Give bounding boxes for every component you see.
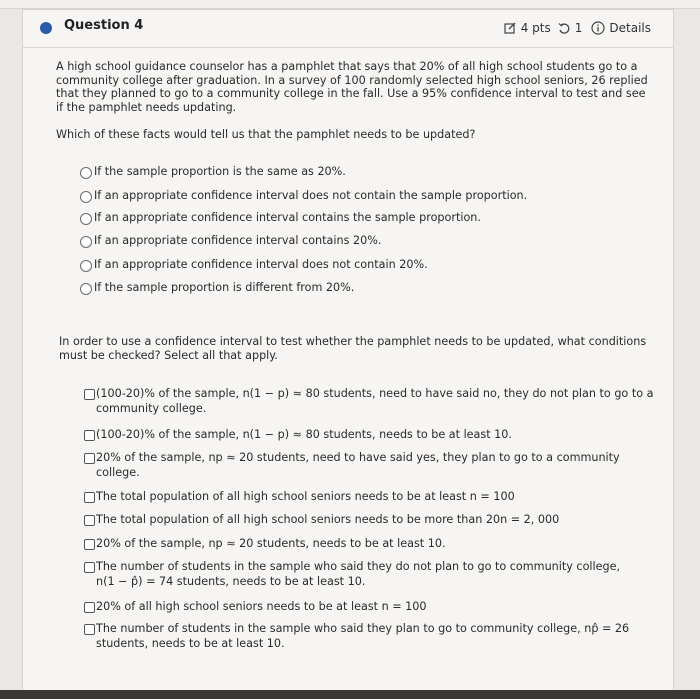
part2-option-line: The total population of all high school seniors needs to be at least n = 100 (96, 490, 515, 503)
details-link[interactable]: Details (609, 21, 651, 35)
part2-option-line: college. (96, 466, 140, 479)
part2-option-label-5[interactable] (96, 512, 656, 527)
part1-option-label-5[interactable]: If an appropriate confidence interval does not contain 20%. (94, 258, 428, 271)
part2-prompt: In order to use a confidence interval to test whether the pamphlet needs to be updated, what conditions must be checked? Select all that apply. (59, 335, 647, 362)
part2-option-line: 20% of all high school seniors needs to be at least n = 100 (96, 600, 427, 613)
question-intro: A high school guidance counselor has a pamphlet that says that 20% of all high school students go to a community college after graduation. In a survey of 100 randomly selected high school seniors, 26 replied that they planned to go to a community college in the fall. Use a 95% confidence interval to test and see if the pamphlet needs updating. (56, 60, 648, 114)
part1-radio-1[interactable] (80, 167, 92, 179)
part2-option-line: The total population of all high school seniors needs to be more than 20n = 2, 000 (96, 513, 560, 526)
part1-option-label-3[interactable]: If an appropriate confidence interval contains the sample proportion. (94, 211, 481, 224)
part1-radio-3[interactable] (80, 213, 92, 225)
part1-radio-6[interactable] (80, 283, 92, 295)
question-meta (504, 21, 651, 35)
retry-icon[interactable] (558, 22, 571, 35)
part1-option-label-4[interactable]: If an appropriate confidence interval contains 20%. (94, 234, 382, 247)
part2-checkbox-2[interactable] (84, 430, 95, 441)
part2-checkbox-5[interactable] (84, 515, 95, 526)
part2-option-label-4[interactable] (96, 489, 656, 504)
part1-radio-4[interactable] (80, 236, 92, 248)
part1-radio-5[interactable] (80, 260, 92, 272)
part2-option-line: 20% of the sample, np ≈ 20 students, needs to be at least 10. (96, 537, 446, 550)
points-label: 4 pts (520, 21, 551, 35)
part2-option-label-1[interactable] (96, 386, 656, 416)
question-card (22, 9, 674, 697)
part2-option-line: The number of students in the sample who said they do not plan to go to community college, (96, 560, 621, 573)
part2-option-line: (100-20)% of the sample, n(1 − p) ≈ 80 students, need to have said no, they do not plan to go to a (96, 387, 654, 400)
part2-checkbox-6[interactable] (84, 539, 95, 550)
part2-checkbox-9[interactable] (84, 624, 95, 635)
part2-option-label-8[interactable] (96, 599, 656, 614)
question-header (23, 10, 673, 48)
part2-checkbox-1[interactable] (84, 389, 95, 400)
edit-icon (504, 22, 517, 34)
part2-checkbox-3[interactable] (84, 453, 95, 464)
part1-radio-2[interactable] (80, 191, 92, 203)
bottom-bar (0, 690, 700, 699)
part2-option-label-2[interactable] (96, 427, 656, 442)
question-title: Question 4 (64, 18, 144, 33)
part2-option-line: The number of students in the sample who said they plan to go to community college, np̂ = 26 (96, 622, 630, 635)
part1-option-label-2[interactable]: If an appropriate confidence interval does not contain the sample proportion. (94, 189, 528, 202)
part2-checkbox-8[interactable] (84, 602, 95, 613)
part2-option-line: (100-20)% of the sample, n(1 − p) ≈ 80 students, needs to be at least 10. (96, 428, 512, 441)
part2-checkbox-4[interactable] (84, 492, 95, 503)
part1-option-label-6[interactable]: If the sample proportion is different from 20%. (94, 281, 355, 294)
part2-option-line: 20% of the sample, np ≈ 20 students, need to have said yes, they plan to go to a community (96, 451, 620, 464)
part2-checkbox-7[interactable] (84, 562, 95, 573)
part2-option-label-9[interactable] (96, 621, 656, 651)
part2-option-line: community college. (96, 402, 207, 415)
attempts-count: 1 (574, 21, 583, 35)
question-status-dot (40, 22, 52, 34)
page-top-strip (0, 0, 700, 9)
part1-option-label-1[interactable]: If the sample proportion is the same as 20%. (94, 165, 346, 178)
part1-prompt: Which of these facts would tell us that the pamphlet needs to be updated? (56, 128, 476, 141)
part2-option-line: n(1 − p̂) = 74 students, needs to be at least 10. (96, 575, 366, 588)
part2-option-label-6[interactable] (96, 536, 656, 551)
part2-option-label-7[interactable] (96, 559, 656, 589)
part2-option-line: students, needs to be at least 10. (96, 637, 285, 650)
part2-option-label-3[interactable] (96, 450, 656, 480)
info-icon[interactable] (591, 21, 605, 35)
